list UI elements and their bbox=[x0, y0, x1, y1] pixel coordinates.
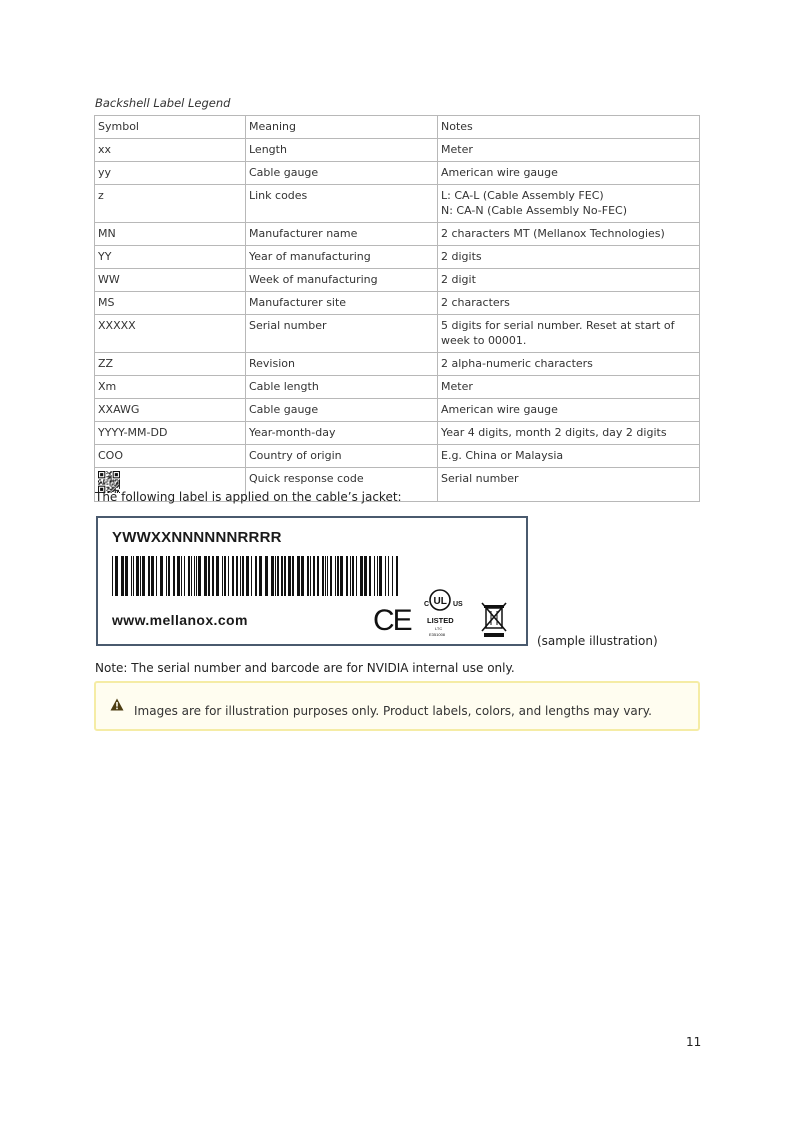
table-cell: Link codes bbox=[246, 185, 438, 223]
table-row bbox=[95, 139, 700, 162]
table-cell: Serial number bbox=[246, 315, 438, 353]
table-cell: MS bbox=[95, 292, 246, 315]
table-row bbox=[95, 422, 700, 445]
table-row bbox=[95, 445, 700, 468]
table-row bbox=[95, 223, 700, 246]
table-cell: COO bbox=[95, 445, 246, 468]
table-cell: Cable gauge bbox=[246, 162, 438, 185]
table-cell: YYYY-MM-DD bbox=[95, 422, 246, 445]
table-row bbox=[95, 315, 700, 353]
table-cell: YY bbox=[95, 246, 246, 269]
sample-illustration-note: (sample illustration) bbox=[537, 634, 658, 648]
legend-table bbox=[94, 115, 700, 502]
table-header-row bbox=[95, 116, 700, 139]
table-row bbox=[95, 292, 700, 315]
table-header-cell: Meaning bbox=[246, 116, 438, 139]
table-cell: E.g. China or Malaysia bbox=[438, 445, 700, 468]
table-cell: Xm bbox=[95, 376, 246, 399]
intro-text: The following label is applied on the cable’s jacket: bbox=[95, 490, 402, 504]
table-cell: Quick response code bbox=[246, 468, 438, 502]
weee-bin-icon bbox=[480, 600, 508, 638]
warning-icon bbox=[110, 698, 124, 711]
table-cell: MN bbox=[95, 223, 246, 246]
jacket-label-illustration bbox=[96, 516, 528, 646]
table-cell: XXXXX bbox=[95, 315, 246, 353]
table-cell: Year 4 digits, month 2 digits, day 2 digits bbox=[438, 422, 700, 445]
table-cell: 2 digit bbox=[438, 269, 700, 292]
table-row bbox=[95, 185, 700, 223]
table-cell: WW bbox=[95, 269, 246, 292]
table-cell: yy bbox=[95, 162, 246, 185]
table-row bbox=[95, 246, 700, 269]
table-cell: 2 alpha-numeric characters bbox=[438, 353, 700, 376]
ul-listed-text: LISTED bbox=[427, 616, 454, 625]
table-cell: XXAWG bbox=[95, 399, 246, 422]
table-cell: Year-month-day bbox=[246, 422, 438, 445]
note-text: Note: The serial number and barcode are for NVIDIA internal use only. bbox=[95, 661, 515, 675]
table-row bbox=[95, 162, 700, 185]
table-cell: Cable length bbox=[246, 376, 438, 399]
label-url: www.mellanox.com bbox=[112, 612, 248, 628]
ul-code2-text: E351008 bbox=[429, 632, 446, 637]
table-cell: Length bbox=[246, 139, 438, 162]
table-row bbox=[95, 353, 700, 376]
barcode bbox=[112, 556, 402, 596]
table-cell: 2 characters bbox=[438, 292, 700, 315]
table-caption: Backshell Label Legend bbox=[95, 96, 231, 110]
table-cell: Revision bbox=[246, 353, 438, 376]
table-cell: ZZ bbox=[95, 353, 246, 376]
table-header-cell: Symbol bbox=[95, 116, 246, 139]
label-serial-format: YWWXXNNNNNNRRRR bbox=[112, 529, 282, 546]
ul-listed-mark bbox=[420, 584, 470, 640]
table-row bbox=[95, 269, 700, 292]
table-cell: Meter bbox=[438, 139, 700, 162]
table-cell: Country of origin bbox=[246, 445, 438, 468]
table-cell: Cable gauge bbox=[246, 399, 438, 422]
table-cell: Serial number bbox=[438, 468, 700, 502]
table-cell: 5 digits for serial number. Reset at start of week to 00001. bbox=[438, 315, 700, 353]
warning-box bbox=[94, 681, 700, 731]
ul-code1-text: LTC bbox=[435, 626, 443, 631]
table-row bbox=[95, 399, 700, 422]
table-cell: Week of manufacturing bbox=[246, 269, 438, 292]
table-cell: 2 characters MT (Mellanox Technologies) bbox=[438, 223, 700, 246]
table-row bbox=[95, 376, 700, 399]
table-cell: z bbox=[95, 185, 246, 223]
table-cell: xx bbox=[95, 139, 246, 162]
ul-c-text: C bbox=[424, 601, 430, 608]
warning-text: Images are for illustration purposes only. Product labels, colors, and lengths may vary. bbox=[134, 704, 652, 718]
table-cell: Manufacturer name bbox=[246, 223, 438, 246]
table-header-cell: Notes bbox=[438, 116, 700, 139]
table-cell: 2 digits bbox=[438, 246, 700, 269]
table-cell: Year of manufacturing bbox=[246, 246, 438, 269]
ce-mark: CE bbox=[373, 604, 411, 637]
page-number: 11 bbox=[686, 1035, 702, 1049]
table-cell: Manufacturer site bbox=[246, 292, 438, 315]
table-cell: American wire gauge bbox=[438, 399, 700, 422]
ul-text: UL bbox=[433, 596, 447, 607]
table-cell: American wire gauge bbox=[438, 162, 700, 185]
table-cell: Meter bbox=[438, 376, 700, 399]
ul-us-text: US bbox=[453, 601, 463, 608]
table-cell: L: CA-L (Cable Assembly FEC) N: CA-N (Cable Assembly No-FEC) bbox=[438, 185, 700, 223]
